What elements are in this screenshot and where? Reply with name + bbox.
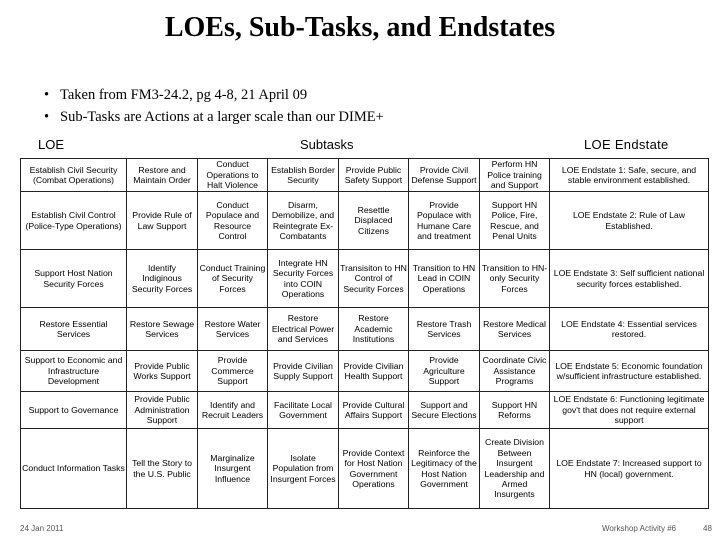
subtask-cell: Restore and Maintain Order (127, 159, 198, 192)
table-row (21, 192, 709, 250)
bullet-subtasks-note: • Sub-Tasks are Actions at a larger scale than our DIME+ (44, 106, 384, 128)
subtask-cell: Provide Rule of Law Support (127, 192, 198, 250)
subtask-cell: Perform HN Police training and Support (480, 159, 550, 192)
subtask-cell: Restore Water Services (198, 308, 268, 351)
column-header-endstate: LOE Endstate (584, 137, 669, 152)
endstate-cell: LOE Endstate 1: Safe, secure, and stable environment established. (550, 159, 709, 192)
subtask-cell: Provide Context for Host Nation Government Operations (339, 429, 409, 509)
subtask-cell: Disarm, Demobilize, and Reintegrate Ex-Combatants (268, 192, 339, 250)
subtask-cell: Restore Trash Services (409, 308, 480, 351)
column-header-subtasks: Subtasks (300, 137, 354, 152)
loe-cell: Support to Economic and Infrastructure Development (21, 351, 127, 392)
subtask-cell: Restore Academic Institutions (339, 308, 409, 351)
subtask-cell: Provide Populace with Humane Care and treatment (409, 192, 480, 250)
table-row (21, 392, 709, 429)
loe-cell: Restore Essential Services (21, 308, 127, 351)
slide-title: LOEs, Sub-Tasks, and Endstates (164, 12, 556, 43)
subtask-cell: Support HN Reforms (480, 392, 550, 429)
endstate-cell: LOE Endstate 4: Essential services restored. (550, 308, 709, 351)
subtask-cell: Facilitate Local Government (268, 392, 339, 429)
loe-table (20, 158, 709, 509)
footer-activity: Workshop Activity #6 (602, 524, 677, 533)
subtask-cell: Establish Border Security (268, 159, 339, 192)
subtask-cell: Identify Indiginous Security Forces (127, 250, 198, 308)
subtask-cell: Resettle Displaced Citizens (339, 192, 409, 250)
subtask-cell: Identify and Recruit Leaders (198, 392, 268, 429)
subtask-cell: Restore Sewage Services (127, 308, 198, 351)
subtask-cell: Coordinate Civic Assistance Programs (480, 351, 550, 392)
subtask-cell: Support HN Police, Fire, Rescue, and Penal Units (480, 192, 550, 250)
footer-page-number: 48 (703, 524, 712, 533)
subtask-cell: Transition to HN-only Security Forces (480, 250, 550, 308)
endstate-cell: LOE Endstate 7: Increased support to HN (local) government. (550, 429, 709, 509)
endstate-cell: LOE Endstate 5: Economic foundation w/sufficient infrastructure established. (550, 351, 709, 392)
subtask-cell: Conduct Operations to Halt Violence (198, 159, 268, 192)
loe-cell: Support Host Nation Security Forces (21, 250, 127, 308)
table-row (21, 159, 709, 192)
column-header-loe: LOE (38, 137, 65, 152)
subtask-cell: Conduct Training of Security Forces (198, 250, 268, 308)
endstate-cell: LOE Endstate 3: Self sufficient national security forces established. (550, 250, 709, 308)
subtask-cell: Isolate Population from Insurgent Forces (268, 429, 339, 509)
endstate-cell: LOE Endstate 2: Rule of Law Established. (550, 192, 709, 250)
subtask-cell: Provide Public Safety Support (339, 159, 409, 192)
table-row (21, 250, 709, 308)
endstate-cell: LOE Endstate 6: Functioning legitimate gov't that does not require external support (550, 392, 709, 429)
loe-cell: Establish Civil Control (Police-Type Operations) (21, 192, 127, 250)
subtask-cell: Transisiton to HN Control of Security Forces (339, 250, 409, 308)
loe-cell: Conduct Information Tasks (21, 429, 127, 509)
subtask-cell: Support and Secure Elections (409, 392, 480, 429)
bullet-source: • Taken from FM3-24.2, pg 4-8, 21 April 09 (44, 84, 384, 106)
subtask-cell: Reinforce the Legitimacy of the Host Nation Government (409, 429, 480, 509)
subtask-cell: Provide Agriculture Support (409, 351, 480, 392)
subtask-cell: Provide Civilian Health Support (339, 351, 409, 392)
subtask-cell: Provide Commerce Support (198, 351, 268, 392)
subtask-cell: Restore Electrical Power and Services (268, 308, 339, 351)
subtask-cell: Transition to HN Lead in COIN Operations (409, 250, 480, 308)
loe-cell: Establish Civil Security (Combat Operations) (21, 159, 127, 192)
subtask-cell: Marginalize Insurgent Influence (198, 429, 268, 509)
table-row (21, 351, 709, 392)
table-row (21, 429, 709, 509)
subtask-cell: Provide Public Works Support (127, 351, 198, 392)
subtask-cell: Provide Civil Defense Support (409, 159, 480, 192)
subtask-cell: Tell the Story to the U.S. Public (127, 429, 198, 509)
subtask-cell: Conduct Populace and Resource Control (198, 192, 268, 250)
subtask-cell: Restore Medical Services (480, 308, 550, 351)
subtask-cell: Create Division Between Insurgent Leadership and Armed Insurgents (480, 429, 550, 509)
subtask-cell: Provide Civilian Supply Support (268, 351, 339, 392)
bullet-list (44, 84, 384, 128)
subtask-cell: Provide Cultural Affairs Support (339, 392, 409, 429)
footer-date: 24 Jan 2011 (20, 524, 64, 533)
table-row (21, 308, 709, 351)
subtask-cell: Provide Public Administration Support (127, 392, 198, 429)
loe-cell: Support to Governance (21, 392, 127, 429)
subtask-cell: Integrate HN Security Forces into COIN Operations (268, 250, 339, 308)
